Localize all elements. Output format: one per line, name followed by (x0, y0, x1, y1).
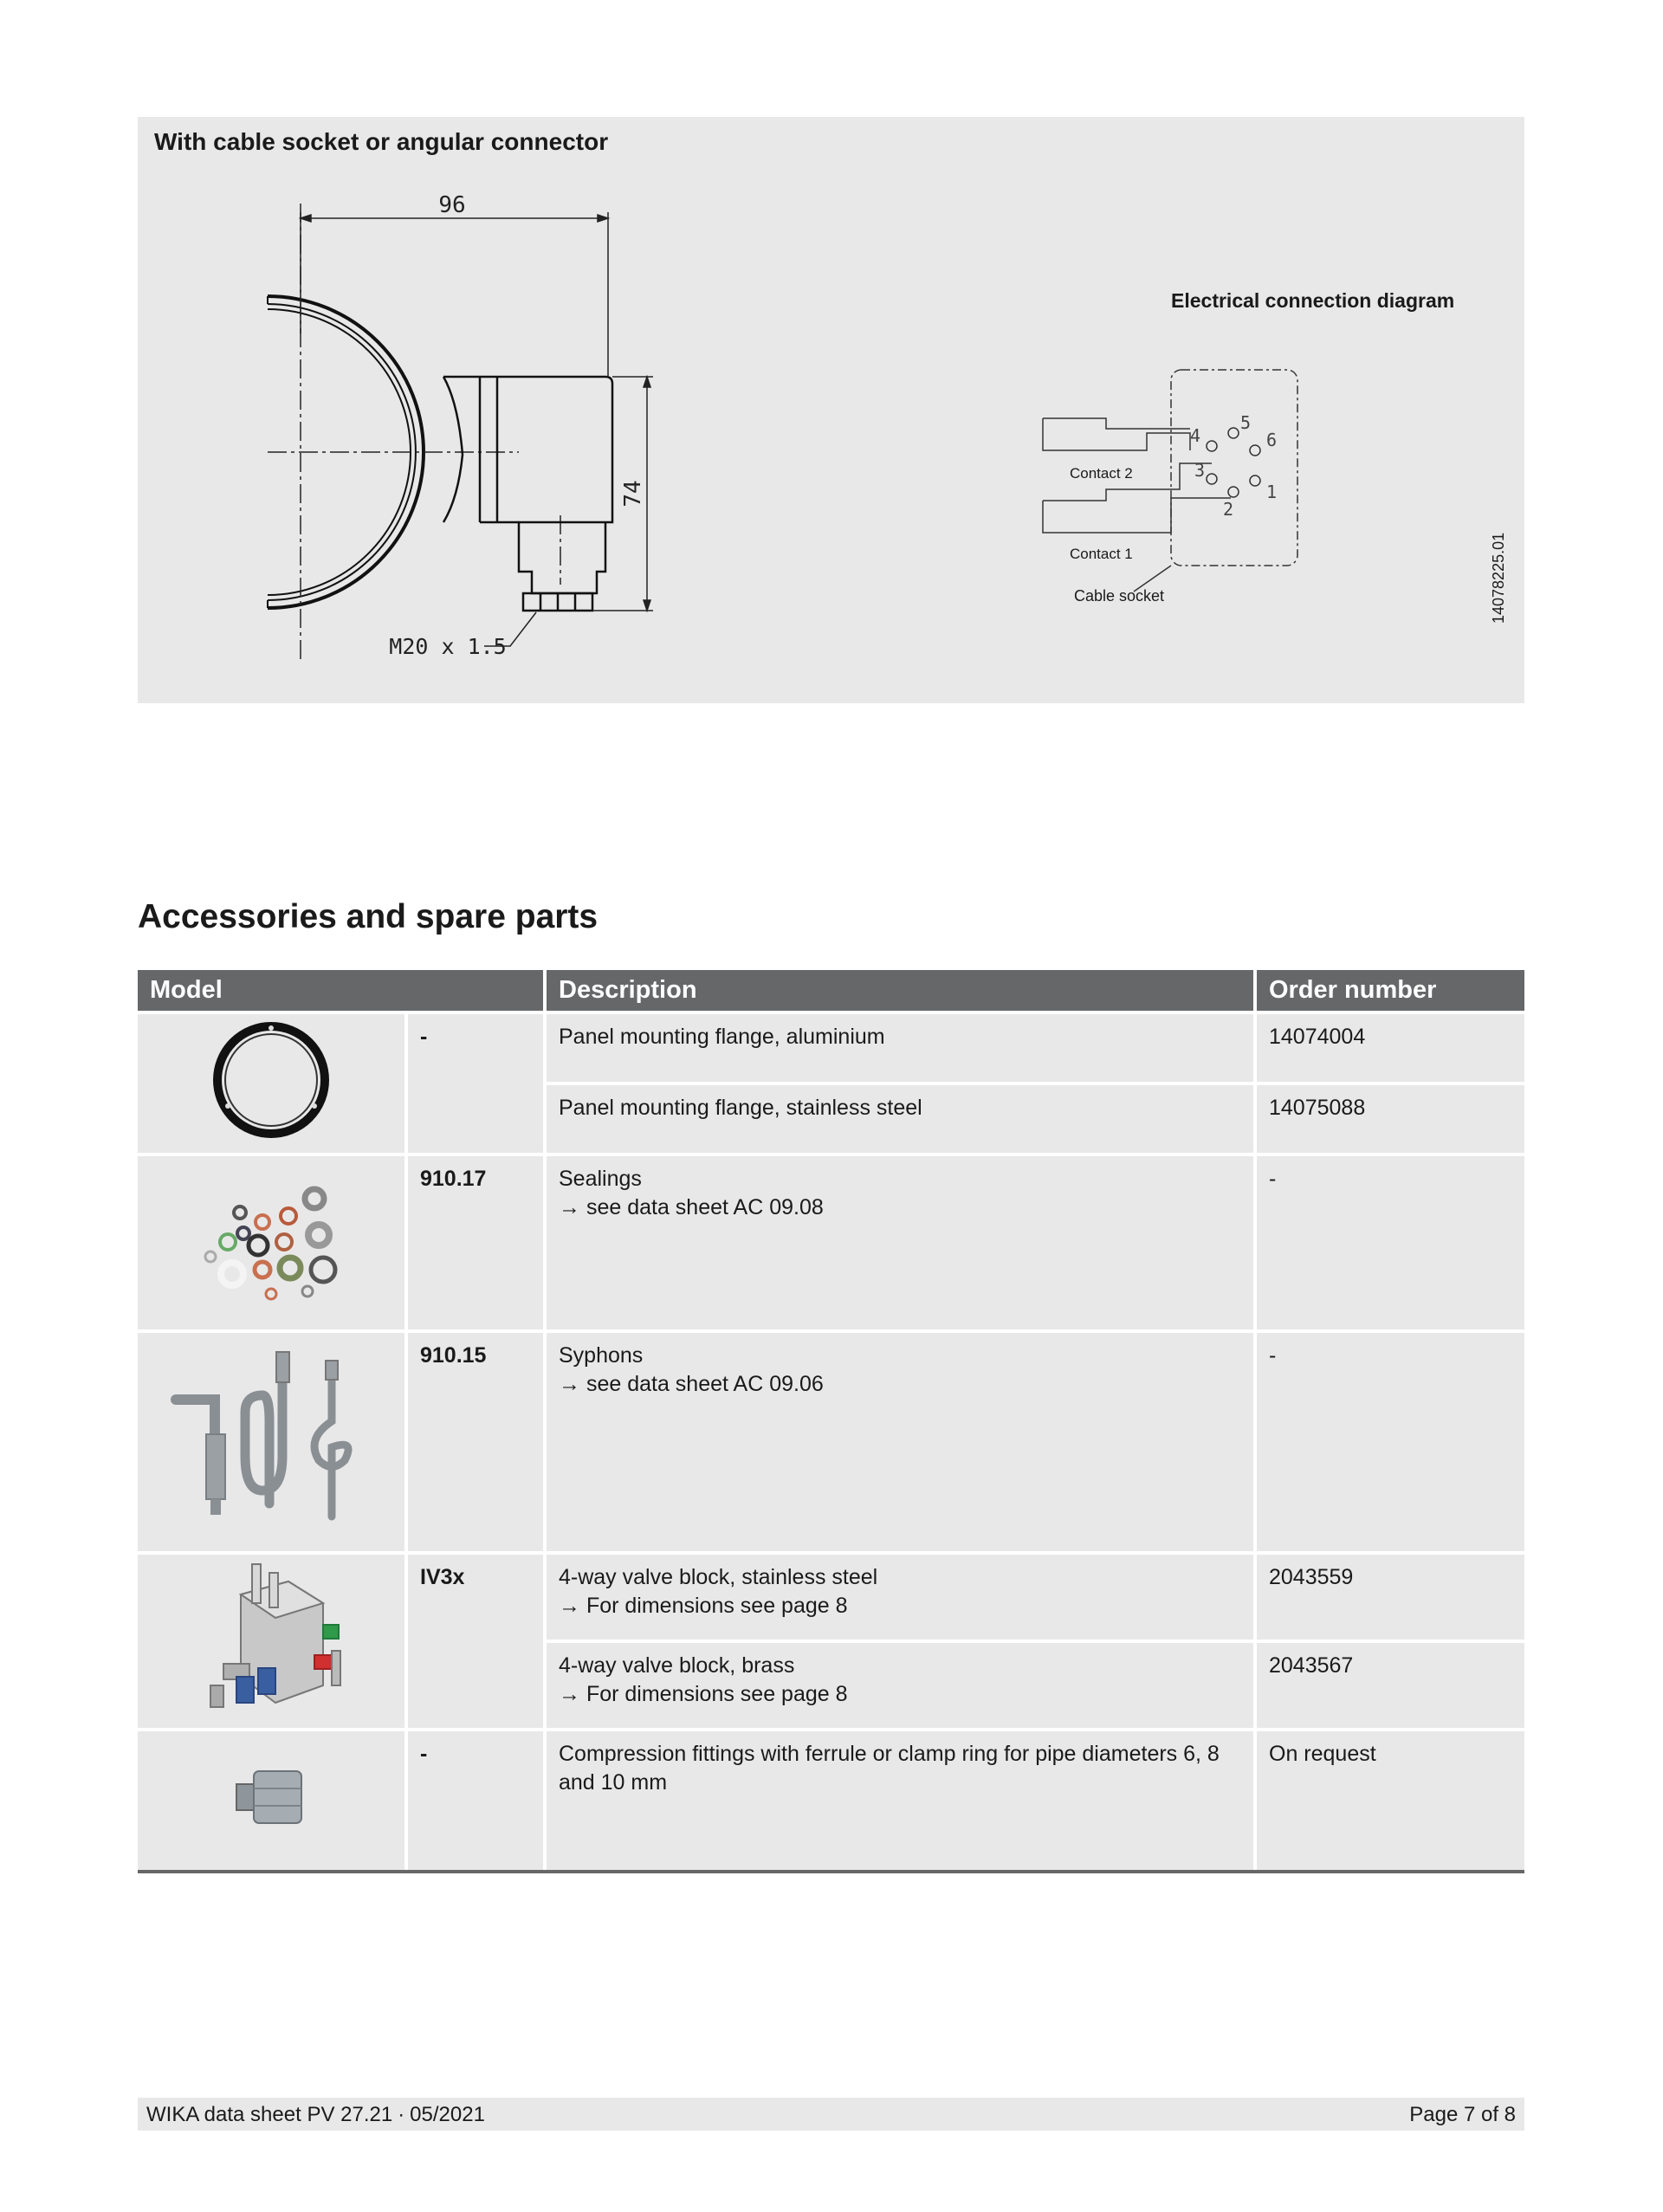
pin-label-1: 1 (1266, 482, 1278, 502)
product-image-cell (138, 1012, 406, 1155)
order-number-header: Order number (1255, 970, 1524, 1012)
model-cell: IV3x (406, 1553, 545, 1730)
model-cell: 910.15 (406, 1331, 545, 1553)
description-cell (545, 1155, 1255, 1331)
order-number-cell: 14074004 (1255, 1012, 1524, 1083)
description-line: Sealings (559, 1167, 642, 1191)
description-line: Syphons (559, 1343, 644, 1368)
cable-socket-label: Cable socket (1074, 587, 1165, 605)
description-cell: Panel mounting flange, aluminium (545, 1012, 1255, 1083)
panel-mounting-flange-icon (206, 1015, 336, 1145)
order-number-cell: 2043567 (1255, 1641, 1524, 1730)
product-image-cell (138, 1155, 406, 1331)
drawing-number: 14078225.01 (1490, 532, 1507, 624)
order-number-cell: 2043559 (1255, 1553, 1524, 1641)
dimensions-reference: → For dimensions see page 8 (559, 1594, 848, 1618)
page-footer (138, 2098, 1524, 2131)
table-row (138, 1331, 1524, 1553)
pin-label-2: 2 (1223, 499, 1234, 520)
datasheet-reference-footer: WIKA data sheet PV 27.21 ∙ 05/2021 (146, 2103, 485, 2126)
model-cell: - (406, 1730, 545, 1872)
thread-label: M20 x 1.5 (389, 634, 507, 659)
connector-housing-drawing (443, 377, 612, 611)
page-number: Page 7 of 8 (1409, 2103, 1516, 2126)
height-dimension-label: 74 (620, 480, 646, 508)
order-number-cell: - (1255, 1331, 1524, 1553)
description-cell: Panel mounting flange, stainless steel (545, 1083, 1255, 1155)
description-line: 4-way valve block, brass (559, 1653, 795, 1678)
model-header: Model (138, 970, 545, 1012)
description-line: 4-way valve block, stainless steel (559, 1565, 878, 1589)
datasheet-reference: → see data sheet AC 09.06 (559, 1372, 824, 1396)
pin-label-4: 4 (1190, 425, 1201, 446)
accessories-title: Accessories and spare parts (138, 898, 599, 935)
model-cell: - (406, 1012, 545, 1155)
table-row (138, 1155, 1524, 1331)
syphons-icon (159, 1343, 384, 1534)
connection-diagram-title: Electrical connection diagram (1171, 289, 1455, 312)
pin-label-3: 3 (1194, 460, 1206, 481)
compression-fitting-icon (223, 1750, 319, 1845)
dimension-drawing-panel (138, 117, 1524, 703)
description-header: Description (545, 970, 1255, 1012)
table-header-row (138, 970, 1524, 1012)
product-image-cell (138, 1730, 406, 1872)
model-cell: 910.17 (406, 1155, 545, 1331)
description-cell: Compression fittings with ferrule or clamp ring for pipe diameters 6, 8 and 10 mm (545, 1730, 1255, 1872)
dimensions-reference: → For dimensions see page 8 (559, 1682, 848, 1706)
contact-1-label: Contact 1 (1070, 546, 1133, 562)
datasheet-reference: → see data sheet AC 09.08 (559, 1195, 824, 1219)
pin-label-6: 6 (1266, 430, 1278, 450)
table-row (138, 1730, 1524, 1872)
order-number-cell: On request (1255, 1730, 1524, 1872)
dimension-drawing (138, 117, 1524, 703)
contact-2-label: Contact 2 (1070, 465, 1133, 482)
accessories-table (138, 970, 1524, 1873)
table-row (138, 1012, 1524, 1083)
drawing-title: With cable socket or angular connector (154, 128, 609, 155)
sealings-icon (193, 1174, 349, 1304)
table-row (138, 1553, 1524, 1641)
pin-label-5: 5 (1240, 412, 1252, 433)
description-cell (545, 1553, 1255, 1641)
product-image-cell (138, 1553, 406, 1730)
product-image-cell (138, 1331, 406, 1553)
valve-block-icon (184, 1556, 358, 1720)
description-cell (545, 1641, 1255, 1730)
order-number-cell: 14075088 (1255, 1083, 1524, 1155)
width-dimension-label: 96 (438, 192, 466, 218)
description-cell (545, 1331, 1255, 1553)
order-number-cell: - (1255, 1155, 1524, 1331)
